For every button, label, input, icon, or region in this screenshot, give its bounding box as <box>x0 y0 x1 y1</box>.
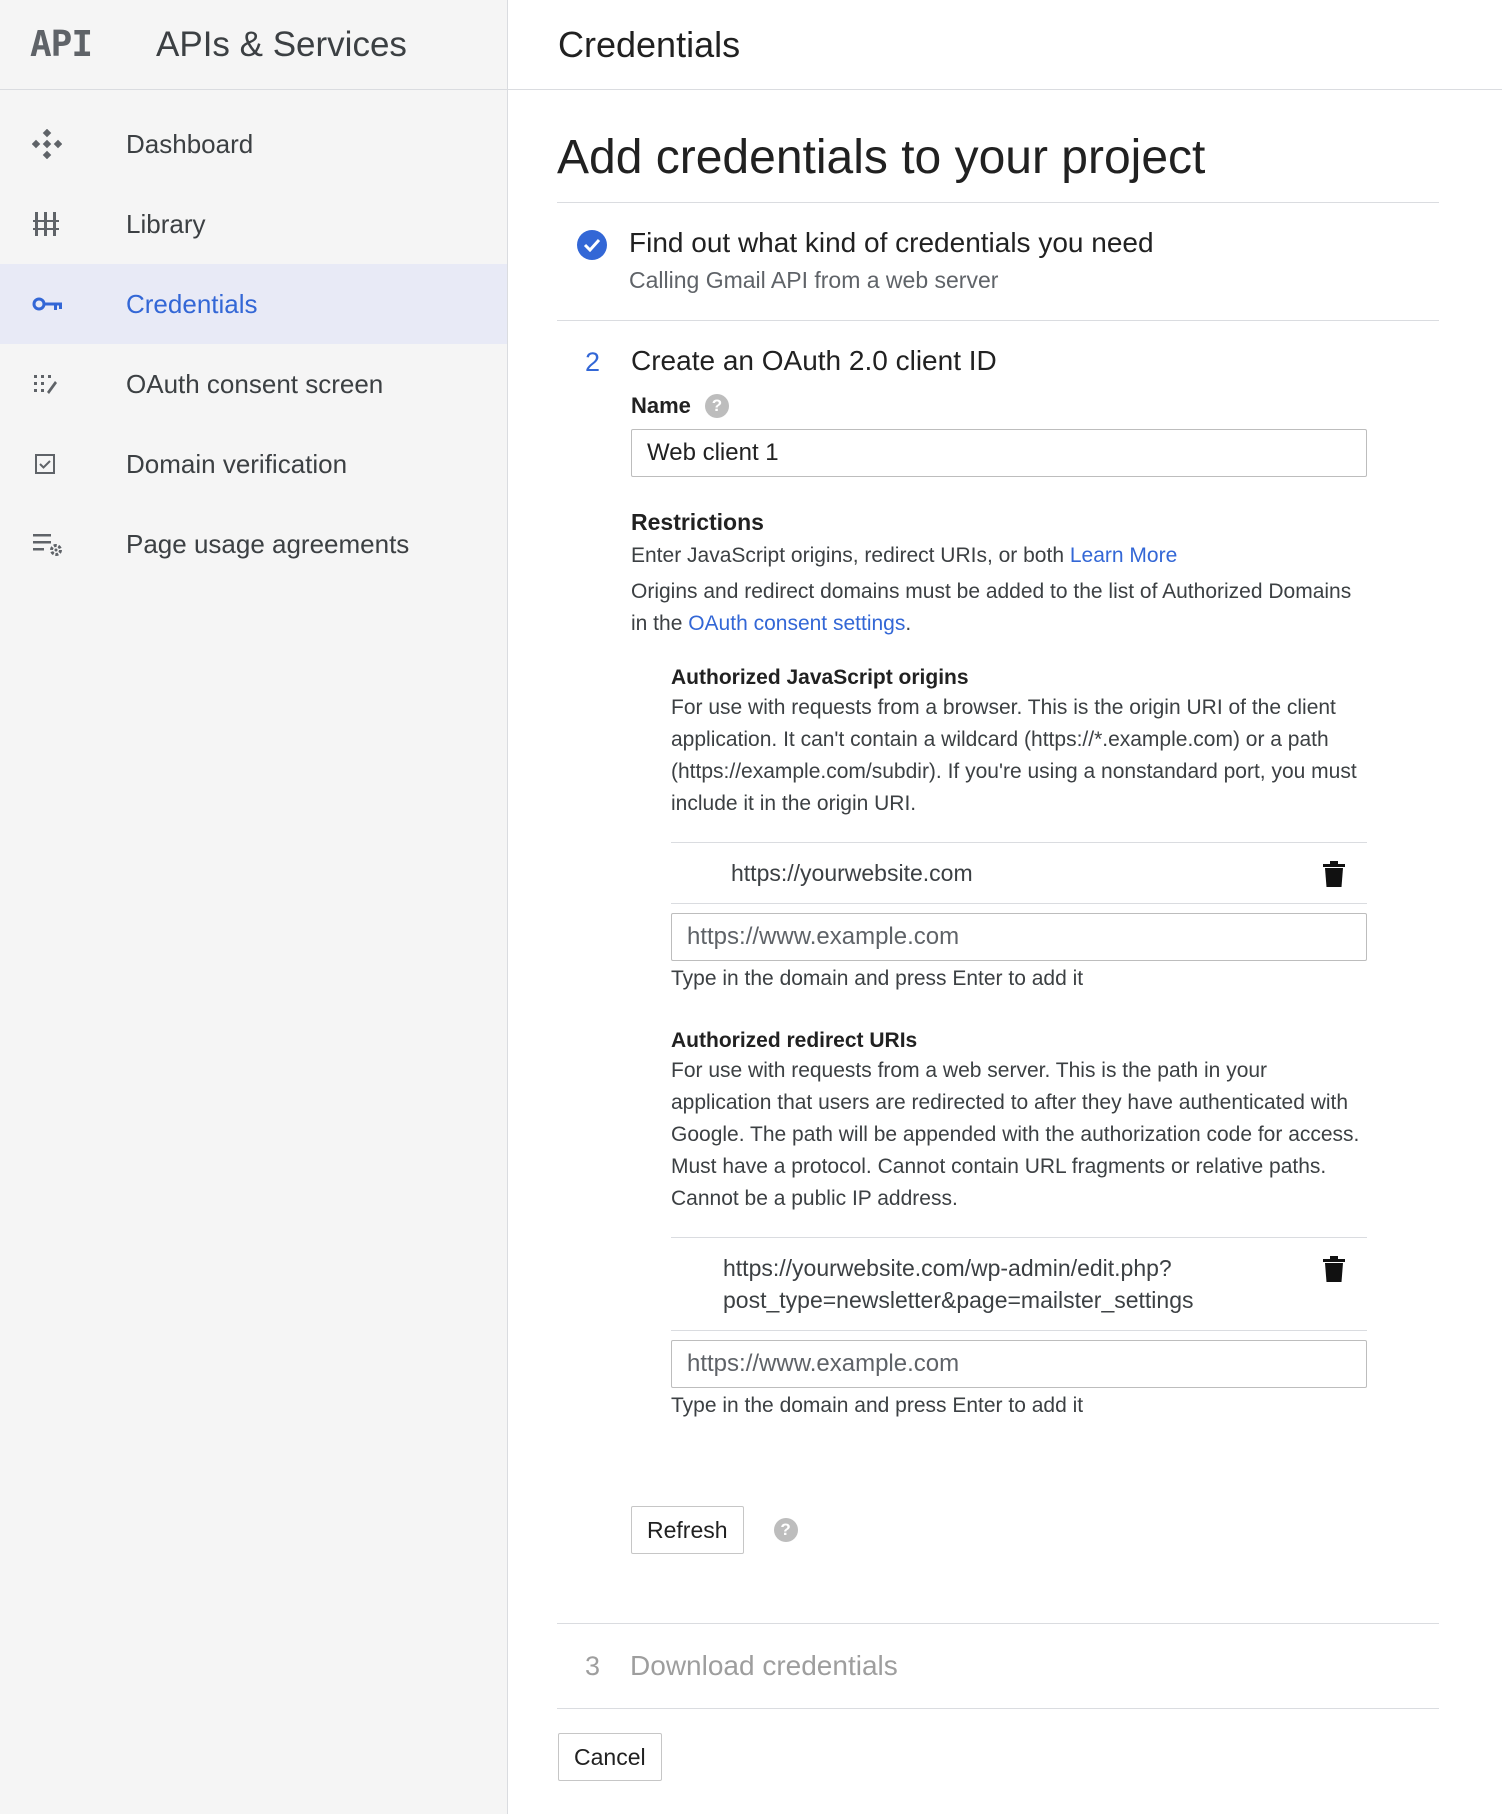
sidebar-nav <box>0 104 507 584</box>
page-title: Credentials <box>558 23 741 65</box>
js-origins-list <box>671 842 1367 904</box>
redirect-uri-input[interactable] <box>671 1340 1367 1388</box>
sidebar-header <box>0 0 507 90</box>
sidebar-item-credentials[interactable] <box>0 264 507 344</box>
js-origin-input[interactable] <box>671 913 1367 961</box>
step-3 <box>557 1623 1439 1709</box>
cancel-button[interactable]: Cancel <box>558 1733 662 1781</box>
main-content <box>557 90 1439 1554</box>
refresh-row <box>631 1506 1367 1554</box>
step-1-title: Find out what kind of credentials you need <box>629 227 1154 258</box>
restrictions-description: Enter JavaScript origins, redirect URIs, or both <box>631 544 1065 567</box>
settings-list-icon <box>32 530 92 558</box>
restrictions-title: Restrictions <box>631 509 764 535</box>
domains-description: Origins and redirect domains must be added to the list of Authorized Domains in the <box>631 580 1352 635</box>
js-origins-description: For use with requests from a browser. This is the origin URI of the client application. It can't contain a wildcard (https://*.example.com) or a path (https://example.com/subdir). If you're using a nonstandard port, you must include it in the origin URI. <box>671 696 1357 815</box>
refresh-button[interactable]: Refresh <box>631 1506 744 1554</box>
consent-icon <box>32 371 92 397</box>
redirect-uris-title: Authorized redirect URIs <box>671 1029 918 1052</box>
redirect-uri-line-1: https://yourwebsite.com/wp-admin/edit.php? <box>723 1255 1172 1281</box>
sidebar-item-label: Library <box>126 208 206 239</box>
sidebar-item-label: Domain verification <box>126 448 348 479</box>
list-item[interactable] <box>671 843 1367 903</box>
redirect-uris-list <box>671 1237 1367 1331</box>
sidebar <box>0 0 508 1814</box>
name-label <box>631 393 1367 419</box>
step-1-subtitle: Calling Gmail API from a web server <box>629 267 999 293</box>
domains-text <box>631 576 1367 640</box>
trash-icon[interactable] <box>1323 1256 1347 1284</box>
learn-more-link[interactable]: Learn More <box>1069 544 1178 567</box>
oauth-consent-link[interactable]: OAuth consent settings <box>688 612 906 635</box>
sidebar-item-page-usage[interactable] <box>0 504 507 584</box>
sidebar-item-domain-verification[interactable] <box>0 424 507 504</box>
library-icon <box>32 210 92 238</box>
js-origins-title: Authorized JavaScript origins <box>671 666 969 689</box>
key-icon <box>32 294 92 314</box>
redirect-uri-line-2: post_type=newsletter&page=mailster_settings <box>723 1287 1194 1313</box>
sidebar-item-library[interactable] <box>0 184 507 264</box>
step-1[interactable] <box>557 203 1439 320</box>
help-icon[interactable]: ? <box>705 394 729 418</box>
step-1-text <box>629 227 1154 294</box>
origin-uri: https://yourwebsite.com <box>731 860 973 886</box>
sidebar-item-label: OAuth consent screen <box>126 368 384 399</box>
sidebar-item-label: Credentials <box>126 288 258 319</box>
sidebar-item-label: Dashboard <box>126 128 254 159</box>
step-3-title: Download credentials <box>630 1650 898 1681</box>
step-2-body <box>631 345 1367 1554</box>
sidebar-title: APIs & Services <box>156 24 407 64</box>
domains-period: . <box>905 612 912 635</box>
step-2 <box>557 321 1439 1554</box>
restrictions-text <box>631 540 1367 572</box>
step-2-title: Create an OAuth 2.0 client ID <box>631 345 997 376</box>
sidebar-item-dashboard[interactable] <box>0 104 507 184</box>
check-circle-icon <box>577 230 607 260</box>
redirect-uri-hint: Type in the domain and press Enter to add it <box>671 1394 1084 1417</box>
step-2-number: 2 <box>585 347 601 377</box>
step-3-number: 3 <box>585 1650 601 1681</box>
help-icon[interactable]: ? <box>774 1518 798 1542</box>
name-label-text: Name <box>631 393 691 418</box>
list-item[interactable] <box>671 1238 1367 1330</box>
trash-icon[interactable] <box>1323 861 1347 889</box>
js-origin-hint: Type in the domain and press Enter to add it <box>671 967 1084 990</box>
js-origins-section <box>671 664 1367 1418</box>
name-input[interactable] <box>631 429 1367 477</box>
checkbox-icon <box>32 451 92 477</box>
dashboard-icon <box>32 129 92 159</box>
sidebar-item-label: Page usage agreements <box>126 528 410 559</box>
sidebar-item-oauth-consent[interactable] <box>0 344 507 424</box>
api-logo: API <box>30 24 93 65</box>
page-heading: Add credentials to your project <box>557 131 1206 184</box>
page-header <box>508 0 1502 90</box>
redirect-uris-description: For use with requests from a web server. This is the path in your application that users are redirected to after they have authenticated with Google. The path will be appended with the authorization code for access. Must have a protocol. Cannot contain URL fragments or relative paths. Cannot be a public IP address. <box>671 1059 1360 1210</box>
